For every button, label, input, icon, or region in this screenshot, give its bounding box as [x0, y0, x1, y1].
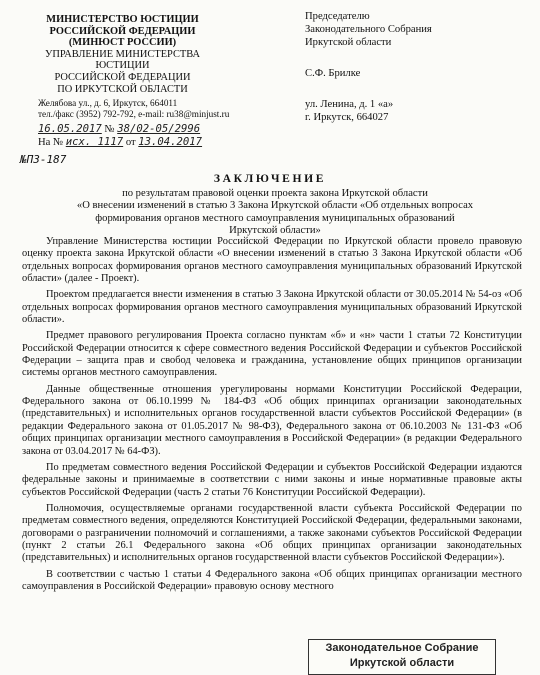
reference-date: 13.04.2017 — [138, 136, 203, 148]
ministry-line-1: МИНИСТЕРСТВО ЮСТИЦИИ — [46, 14, 199, 25]
ministry-line-3: (МИНЮСТ РОССИИ) — [68, 37, 177, 49]
body-paragraph: Полномочия, осуществляемые органами государственной власти субъекта Российской Федерации по предметам совместного ведения, определяются Конституцией Российской Федерации, федеральными законами, договорами о разграничении полномочий и соглашениями, а также законами субъектов Российской Федерации (пункт 2 статьи 26.1 Федерального закона «Об общих принципах организации законодательных (представительных) и исполнительных органов государственной власти субъектов Российской Федерации»). — [22, 502, 522, 564]
registration-number-label: № — [104, 124, 115, 135]
addressee-line-2: Законодательного Собрания — [305, 24, 432, 35]
department-line-1: УПРАВЛЕНИЕ МИНИСТЕРСТВА ЮСТИЦИИ — [44, 48, 201, 72]
body-paragraph: Данные общественные отношения урегулированы нормами Конституции Российской Федерации, Федерального закона от 06.10.1999 № 184-ФЗ «Об общих принципах организации законодательных (представительных) и исполнительных органов государственной власти субъектов Российской Федерации» (в редакции Федерального закона от 01.05.2017 № 98-ФЗ), Федерального закона от 06.10.2003 № 131-ФЗ «Об общих принципах организации местного самоуправления в Российской Федерации» (в редакции Федерального закона от 03.04.2017 № 64-ФЗ). — [22, 383, 522, 457]
ministry-line-2: РОССИЙСКОЙ ФЕДЕРАЦИИ — [49, 25, 196, 37]
body-paragraph: Управление Министерства юстиции Российской Федерации по Иркутской области провело правовую оценку проекта закона Иркутской области «О внесении изменений в статью 3 Закона Иркутской области «Об отдельных вопросах формирования органов местного самоуправления муниципальных образований Иркутской области» (далее - Проект). — [22, 236, 522, 285]
addressee-block — [305, 10, 505, 124]
sender-contacts: тел./факс (3952) 792-792, e-mail: ru38@minjust.ru — [38, 109, 230, 119]
registration-number: 38/02-05/2996 — [117, 123, 201, 135]
addressee-line-3: Иркутской области — [305, 37, 392, 48]
sender-address — [38, 98, 229, 120]
body-paragraph: Проектом предлагается внести изменения в статью 3 Закона Иркутской области от 30.05.2014 № 54-оз «Об отдельных вопросах формирования органов местного самоуправления муниципальных образований Иркутской области». — [22, 289, 522, 326]
document-body — [22, 236, 522, 597]
reference-label: На № — [38, 137, 64, 148]
subtitle-line-2: «О внесении изменений в статью 3 Закона Иркутской области «Об отдельных вопросах — [76, 200, 474, 212]
subtitle-line-1: по результатам правовой оценки проекта закона Иркутской области — [122, 188, 428, 199]
reference-number: исх. 1117 — [65, 136, 124, 148]
stamp-line-2: Иркутской области — [349, 657, 455, 669]
subtitle-line-4: Иркутской области» — [229, 225, 321, 237]
registration-date: 16.05.2017 — [38, 123, 102, 135]
subtitle-line-3: формирования органов местного самоуправления муниципальных образований — [95, 212, 455, 224]
addressee-city: г. Иркутск, 664027 — [305, 112, 389, 123]
reference-from-label: от — [125, 137, 136, 148]
body-paragraph: В соответствии с частью 1 статьи 4 Федерального закона «Об общих принципах организации местного самоуправления в Российской Федерации» правовую основу местного — [22, 568, 522, 592]
handwritten-number: №ПЗ-187 — [20, 153, 67, 166]
addressee-line-1: Председателю — [305, 11, 370, 22]
receipt-stamp — [308, 639, 496, 675]
body-paragraph: По предметам совместного ведения Российской Федерации и субъектов Российской Федерации издаются федеральные законы и принимаемые в соответствии с ними законы и иные нормативные правовые акты субъектов Российской Федерации (часть 2 статьи 76 Конституции Российской Федерации). — [22, 461, 522, 498]
addressee-name: С.Ф. Брилке — [305, 68, 361, 79]
body-paragraph: Предмет правового регулирования Проекта согласно пунктам «б» и «н» части 1 статьи 72 Конституции Российской Федерации относится к сфере совместного ведения Российской Федерации и субъектов Российской Федерации – защита прав и свобод человека и гражданина, установление общих принципов организации системы органов местного самоуправления. — [22, 330, 522, 379]
document-title: ЗАКЛЮЧЕНИЕ — [213, 172, 327, 185]
registration-line — [38, 123, 200, 136]
document-subtitle — [60, 188, 490, 238]
reference-line — [38, 136, 202, 149]
sender-block — [20, 14, 225, 95]
sender-street: Желябова ул., д. 6, Иркутск, 664011 — [38, 98, 178, 108]
department-line-2: РОССИЙСКОЙ ФЕДЕРАЦИИ — [54, 71, 191, 83]
addressee-street: ул. Ленина, д. 1 «а» — [305, 99, 394, 110]
department-line-3: ПО ИРКУТСКОЙ ОБЛАСТИ — [57, 83, 188, 95]
stamp-line-1: Законодательное Собрание — [325, 642, 479, 654]
